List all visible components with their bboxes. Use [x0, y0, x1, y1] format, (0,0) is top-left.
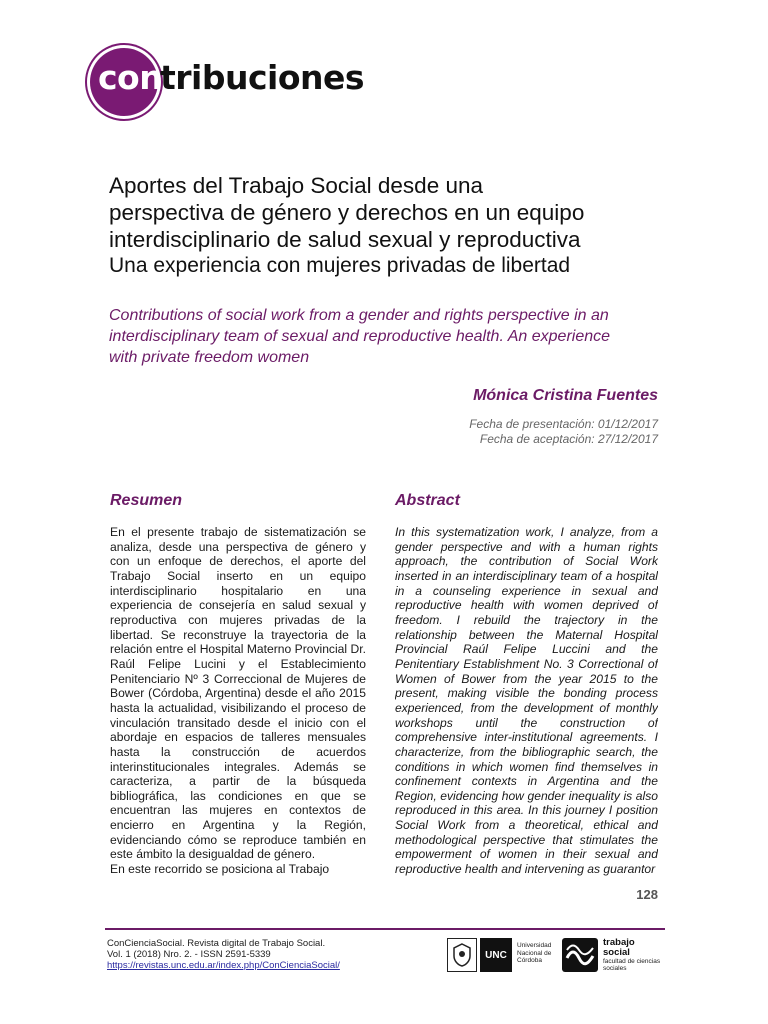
- faculty-name-line: trabajo: [603, 937, 635, 948]
- article-subtitle-es: Una experiencia con mujeres privadas de libertad: [109, 254, 571, 277]
- footer-journal-line: ConCienciaSocial. Revista digital de Trabajo Social.: [107, 938, 326, 949]
- author-name: Mónica Cristina Fuentes: [473, 387, 658, 404]
- article-dates: [469, 417, 658, 447]
- date-submitted: Fecha de presentación: 01/12/2017: [469, 417, 658, 431]
- logo-text: tribuciones: [160, 58, 365, 97]
- faculty-logo: [562, 938, 672, 972]
- title-line: perspectiva de género y derechos en un equipo: [109, 200, 585, 225]
- abstract-paragraph: In this systematization work, I analyze, from a gender perspective and with a human rights approach, the contribution of Social Work inserted in an interdisciplinary team of a hospital in a counseling experience in sexual and reproductive health with women deprived of freedom. I rebuild the trajectory in the relationship between the Maternal Hospital Provincial Raúl Felipe Luccini and the Penitentiary Establishment No. 3 Correctional of Women of Bower from the year 2015 to the present, making visible the bonding process experienced, from the development of monthly workshops until the construction of comprehensive inter-institutional agreements. I characterize, from the bibliographic search, the conditions in which women find themselves in confinement contexts in Argentina and the Region, evidencing how gender inequality is also reproduced in this area. In this journey I position Social Work from a theoretical, ethical and methodological perspective that stimulates the empowerment of women in their sexual and reproductive health and intervening as guarantor: [395, 525, 658, 877]
- resumen-paragraph: En este recorrido se posiciona al Trabajo: [110, 862, 330, 877]
- journal-link[interactable]: https://revistas.unc.edu.ar/index.php/ConCienciaSocial/: [107, 960, 340, 971]
- unc-name: Universidad Nacional de Córdoba: [517, 942, 552, 964]
- resumen-heading: Resumen: [110, 492, 183, 509]
- title-line: interdisciplinario de salud sexual y reproductiva: [109, 227, 581, 252]
- logo-prefix: con: [98, 58, 163, 97]
- footer-divider: [105, 928, 665, 930]
- resumen-body: [110, 525, 366, 877]
- title-en-line: interdisciplinary team of sexual and reproductive health. An experience: [109, 328, 611, 345]
- title-en-line: with private freedom women: [109, 349, 310, 366]
- article-title-en: [109, 305, 659, 368]
- footer-citation: [107, 938, 340, 971]
- faculty-mark-icon: [562, 938, 598, 972]
- faculty-subtitle: facultad de ciencias sociales: [603, 958, 661, 972]
- seal-icon: [447, 938, 477, 972]
- title-line: Aportes del Trabajo Social desde una: [109, 173, 483, 198]
- title-block: [109, 172, 669, 279]
- faculty-name: [603, 938, 635, 958]
- abstract-heading: Abstract: [395, 492, 460, 509]
- resumen-paragraph: En el presente trabajo de sistematización se analiza, desde una perspectiva de género y con un enfoque de derechos, el aporte del Trabajo Social inserto en un equipo interdisciplinario hospitalario en una experiencia de consejería en salud sexual y reproductiva con mujeres privadas de la libertad. Se reconstruye la trayectoria de la relación entre el Hospital Materno Provincial Dr. Raúl Felipe Lucini y el Establecimiento Penitenciario Nº 3 Correccional de Mujeres de Bower (Córdoba, Argentina) desde el año 2015 hasta la actualidad, visibilizando el proceso de vinculación transitado desde el inicio con el abordaje en espacios de talleres mensuales hasta la construcción de acuerdos interinstitucionales integrales. Además se caracteriza, a partir de la búsqueda bibliográfica, las condiciones en que se encuentran las mujeres en contextos de encierro en Argentina y la Región, evidenciando cómo se reproduce también en este ámbito la desigualdad de género.: [110, 525, 366, 862]
- footer-volume-line: Vol. 1 (2018) Nro. 2. - ISSN 2591-5339: [107, 949, 271, 960]
- date-accepted: Fecha de aceptación: 27/12/2017: [479, 432, 658, 446]
- faculty-name-line: social: [603, 947, 630, 958]
- article-title-es: [109, 172, 669, 253]
- unc-logo: [447, 938, 557, 972]
- journal-logo: [90, 48, 390, 116]
- abstract-body: [395, 525, 658, 877]
- title-en-line: Contributions of social work from a gender and rights perspective in an: [109, 307, 609, 324]
- page-number: 128: [636, 887, 658, 902]
- unc-abbr: UNC: [480, 938, 512, 972]
